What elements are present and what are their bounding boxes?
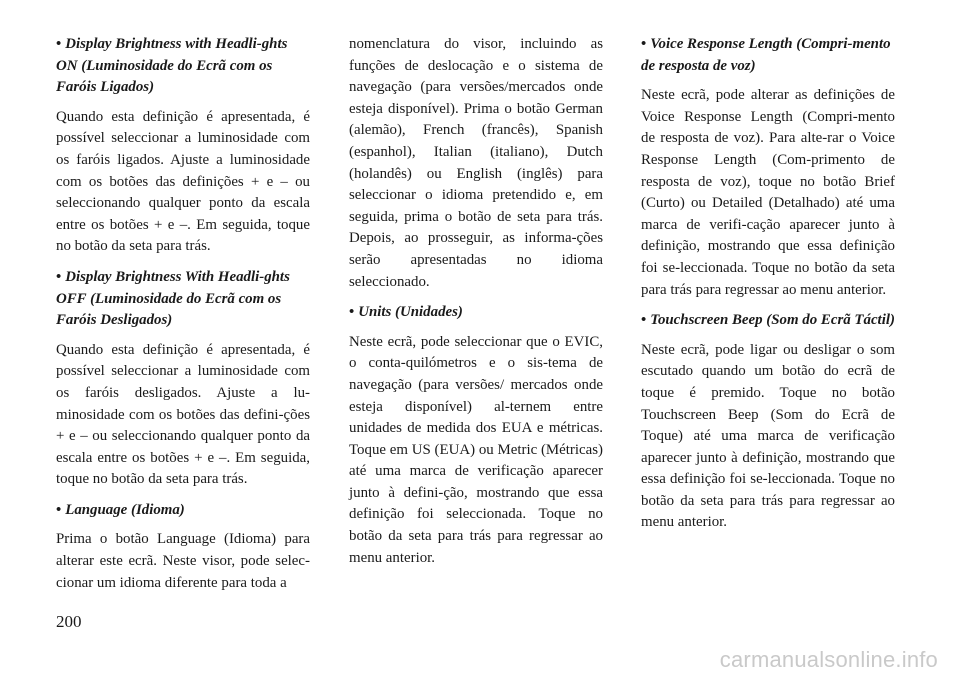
bullet-icon: •	[56, 501, 62, 518]
body-paragraph: Neste ecrã, pode ligar ou desligar o som escutado quando um botão do ecrã de toque é premido. Toque no botão Touchscreen Beep (Som do Ecrã de Toque) até uma marca de verificação aparecer junto à definição, mostrando que essa definição foi se-leccionada. Toque no botão da seta para trás para regressar ao menu anterior.	[641, 341, 895, 531]
section-heading	[56, 267, 310, 332]
bullet-icon: •	[56, 268, 62, 285]
section-heading	[641, 34, 895, 77]
bullet-icon: •	[56, 36, 62, 52]
section-heading	[641, 310, 895, 332]
bullet-icon: •	[641, 36, 647, 52]
text-column-3	[641, 34, 895, 543]
section-heading-text: Display Brightness With Headli-ghts OFF (Luminosidade do Ecrã com os Faróis Desligados)	[56, 268, 290, 329]
section-heading-text: Units (Unidades)	[358, 304, 463, 321]
page-number: 200	[56, 612, 82, 631]
body-paragraph: nomenclatura do visor, incluindo as funções de deslocação e o sistema de navegação (para versões/mercados onde esteja disponível). Prima o botão German (alemão), French (francês), Spanish (espanhol), Italian (italiano), Dutch (holandês) ou English (inglês) para seleccionar o idioma pretendido e, em seguida, prima o botão de seta para trás. Depois, ao prosseguir, as informa-ções serão apresentadas no idioma seleccionado.	[349, 36, 603, 290]
body-paragraph: Prima o botão Language (Idioma) para alterar este ecrã. Neste visor, pode selec-cionar um idioma diferente para toda a	[56, 531, 310, 591]
section-heading	[56, 34, 310, 99]
section-heading	[56, 500, 310, 522]
body-paragraph: Neste ecrã, pode alterar as definições de Voice Response Length (Compri-mento de resposta de voz). Para alte-rar o Voice Response Length (Com-primento de resposta de voz), toque no botão Brief (Curto) ou Detailed (Detalhado) até uma marca de verifi-cação aparecer junto à definição, mostrando que essa definição foi se-leccionada. Toque no botão da seta para trás para regressar ao menu anterior.	[641, 87, 895, 298]
body-paragraph: Quando esta definição é apresentada, é possível seleccionar a luminosidade com os faróis desligados. Ajuste a lu-minosidade com os botões das defini-ções + e – ou seleccionando qualquer ponto da escala entre os botões + e –. Em seguida, toque no botão da seta para trás.	[56, 341, 310, 488]
section-heading	[349, 302, 603, 324]
section-heading-text: Touchscreen Beep (Som do Ecrã Táctil)	[650, 312, 895, 329]
text-column-2	[349, 34, 603, 578]
bullet-icon: •	[349, 304, 355, 321]
section-heading-text: Display Brightness with Headli-ghts ON (Luminosidade do Ecrã com os Faróis Ligados)	[56, 36, 288, 96]
bullet-icon: •	[641, 312, 647, 329]
text-column-1	[56, 34, 310, 603]
section-heading-text: Language (Idioma)	[65, 501, 185, 518]
section-heading-text: Voice Response Length (Compri-mento de resposta de voz)	[641, 36, 891, 74]
body-paragraph: Quando esta definição é apresentada, é possível seleccionar a luminosidade com os faróis ligados. Ajuste a luminosidade com os botões das definições + e – ou seleccionando qualquer ponto da escala entre os botões + e –. Em seguida, toque no botão da seta para trás.	[56, 108, 310, 255]
watermark-link[interactable]: carmanualsonline.info	[719, 647, 938, 672]
body-paragraph: Neste ecrã, pode seleccionar que o EVIC, o conta-quilómetros e o sis-tema de navegação (para versões/ mercados onde esteja disponível) al-ternem entre unidades de medida dos EUA e métricas. Toque em US (EUA) ou Metric (Métricas) até uma marca de verificação aparecer junto à defini-ção, mostrando que essa definição foi seleccionada. Toque no botão da seta para trás para regressar ao menu anterior.	[349, 333, 603, 566]
